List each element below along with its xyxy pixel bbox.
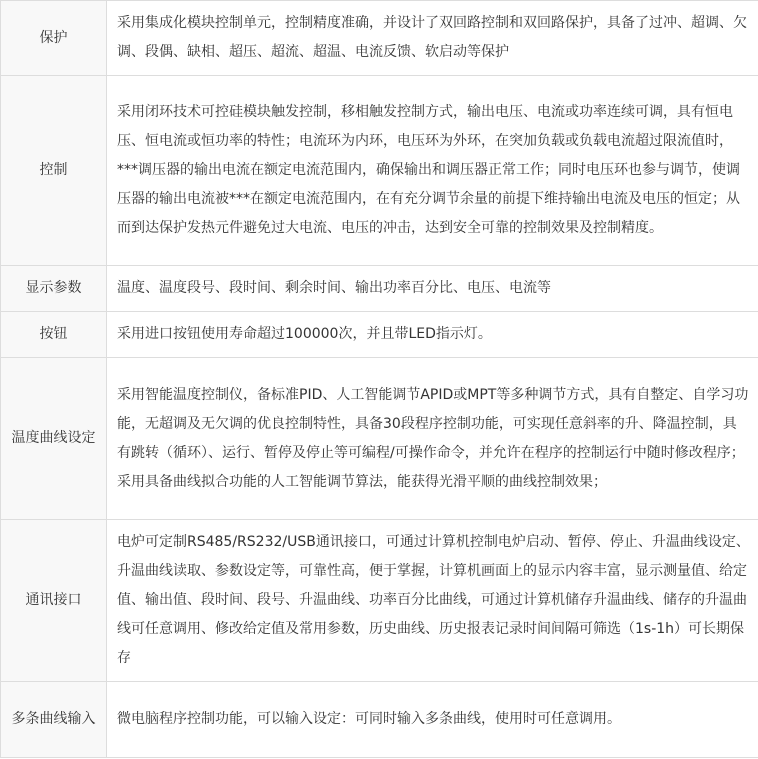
spec-row-buttons: [1, 312, 758, 358]
row-description: 采用闭环技术可控硅模块触发控制，移相触发控制方式，输出电压、电流或功率连续可调，具有恒电压、恒电流或恒功率的特性；电流环为内环，电压环为外环，在突加负载或负载电流超过限流值时，***调压器的输出电流在额定电流范围内，确保输出和调压器正常工作；同时电压环也参与调节，使调压器的输出电流被***在额定电流范围内，在有充分调节余量的前提下维持输出电流及电压的恒定；从而到达保护发热元件避免过大电流、电压的冲击，达到安全可靠的控制效果及控制精度。: [107, 76, 758, 266]
row-description: 电炉可定制RS485/RS232/USB通讯接口，可通过计算机控制电炉启动、暂停、停止、升温曲线设定、升温曲线读取、参数设定等，可靠性高，便于掌握，计算机画面上的显示内容丰富，显示测量值、给定值、输出值、段时间、段号、升温曲线、功率百分比曲线，可通过计算机储存升温曲线、储存的升温曲线可任意调用、修改给定值及常用参数，历史曲线、历史报表记录时间间隔可筛选（1s-1h）可长期保存: [107, 520, 758, 682]
row-label: 显示参数: [1, 266, 107, 312]
row-description: 采用集成化模块控制单元，控制精度准确，并设计了双回路控制和双回路保护，具备了过冲、超调、欠调、段偶、缺相、超压、超流、超温、电流反馈、软启动等保护: [107, 1, 758, 76]
row-description: 微电脑程序控制功能，可以输入设定：可同时输入多条曲线，使用时可任意调用。: [107, 682, 758, 758]
row-label: 多条曲线输入: [1, 682, 107, 758]
row-label: 控制: [1, 76, 107, 266]
row-label: 保护: [1, 1, 107, 76]
row-description: 采用进口按钮使用寿命超过100000次，并且带LED指示灯。: [107, 312, 758, 358]
spec-row-multi-curve: [1, 682, 758, 758]
row-label: 按钮: [1, 312, 107, 358]
row-label: 温度曲线设定: [1, 358, 107, 520]
spec-row-communication: [1, 520, 758, 682]
spec-row-temperature-curve: [1, 358, 758, 520]
spec-row-control: [1, 76, 758, 266]
row-description: 温度、温度段号、段时间、剩余时间、输出功率百分比、电压、电流等: [107, 266, 758, 312]
row-label: 通讯接口: [1, 520, 107, 682]
row-description: 采用智能温度控制仪，备标准PID、人工智能调节APID或MPT等多种调节方式，具有自整定、自学习功能，无超调及无欠调的优良控制特性，具备30段程序控制功能，可实现任意斜率的升、降温控制，具有跳转（循环）、运行、暂停及停止等可编程/可操作命令，并允许在程序的控制运行中随时修改程序；采用具备曲线拟合功能的人工智能调节算法，能获得光滑平顺的曲线控制效果；: [107, 358, 758, 520]
spec-row-protection: [1, 1, 758, 76]
spec-row-display-params: [1, 266, 758, 312]
